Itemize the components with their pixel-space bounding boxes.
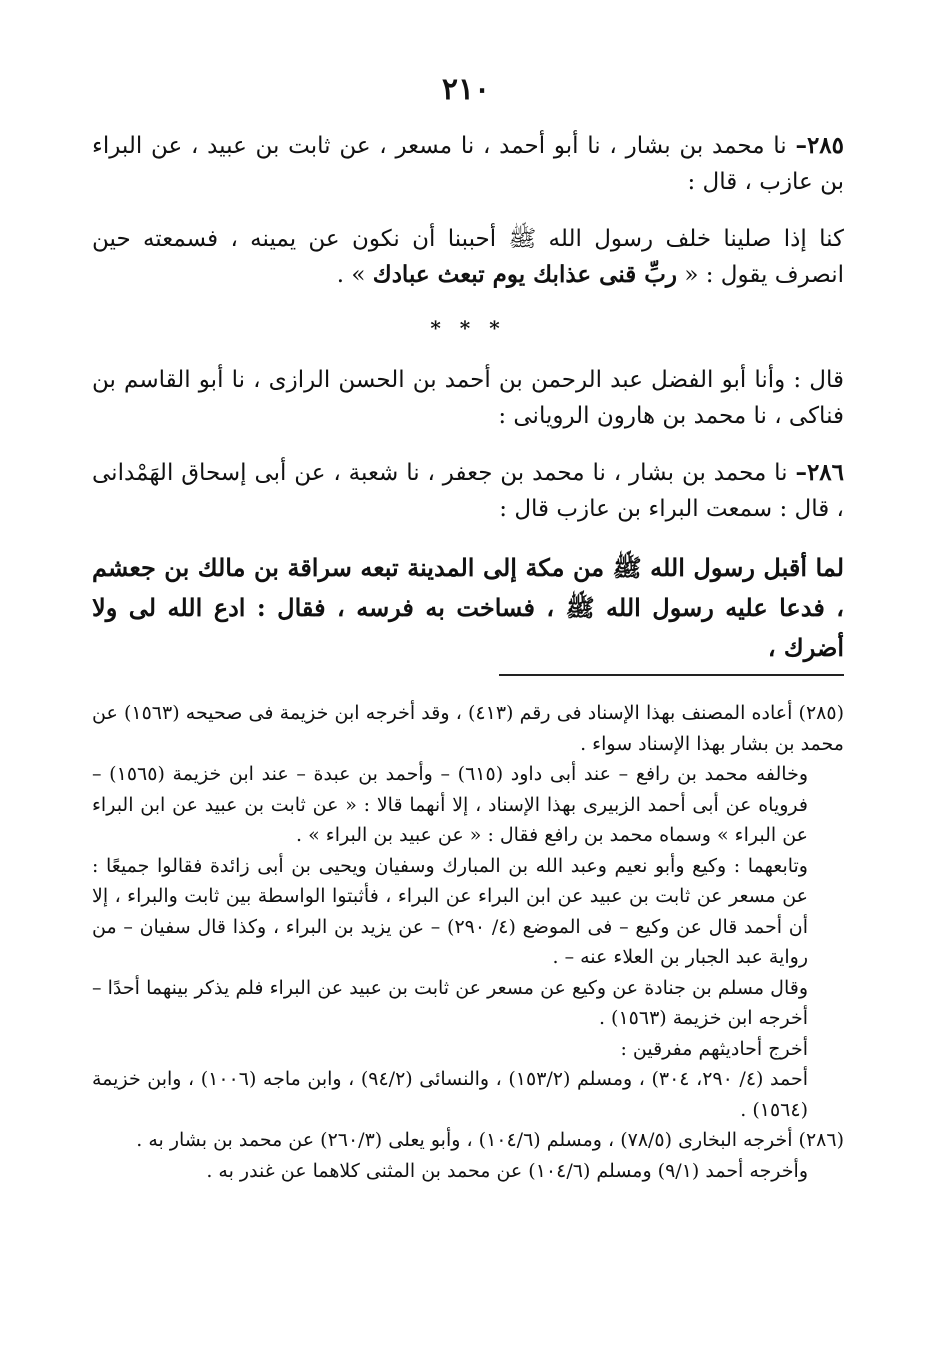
footnote-paragraph: أحمد (٤/ ٢٩٠، ٣٠٤) ، ومسلم (١٥٣/٢) ، والنسائى (٩٤/٢) ، وابن ماجه (١٠٠٦) ، وابن خزيمة (١٥٦٤) . [92, 1068, 808, 1121]
footnote-paragraph: وتابعهما : وكيع وأبو نعيم وعبد الله بن المبارك وسفيان ويحيى بن أبى زائدة فقالوا جميعًا : عن مسعر عن ثابت بن عبيد عن ابن البراء عن البراء ، فأثبتوا الواسطة بين ثابت والبراء ، إلا أن أحمد قال عن وكيع – فى الموضع (٤/ ٢٩٠) – عن يزيد بن البراء ، وكذا قال سفيان – من رواية عبد الجبار بن العلاء عنه – . [92, 854, 808, 968]
footnote-paragraph: وقال مسلم بن جنادة عن وكيع عن مسعر عن ثابت بن عبيد عن البراء فلم يذكر بينهما أحدًا – أخرجه ابن خزيمة (١٥٦٣) . [92, 976, 808, 1029]
dua-text: ربِّ قنى عذابك يوم تبعث عبادك [372, 261, 678, 288]
main-text [92, 128, 844, 689]
hadith-285-text [92, 221, 844, 293]
hadith-number: ٢٨٥– [795, 132, 844, 159]
footnotes [92, 698, 844, 1186]
hadith-text: كنا إذا صلينا خلف رسول الله ﷺ أحببنا أن نكون عن يمينه ، فسمعته حين انصرف يقول : « [92, 226, 844, 288]
footnote-285: (٢٨٥) أعاده المصنف بهذا الإسناد فى رقم (٤١٣) ، وقد أخرجه ابن خزيمة فى صحيحه (١٥٦٣) عن محمد بن بشار بهذا الإسناد سواء . [92, 702, 844, 755]
footnote-paragraph: أخرج أحاديثهم مفرقين : [620, 1037, 808, 1060]
footnote-paragraph: وخالفه محمد بن رافع – عند أبى داود (٦١٥) – وأحمد بن عبدة – عند ابن خزيمة (١٥٦٥) – فروياه عن أبى أحمد الزبيرى بهذا الإسناد ، إلا أنهما قالا : « عن ثابت بن عبيد عن ابن البراء عن البراء » وسماه محمد بن رافع فقال : « عن عبيد بن البراء » . [92, 763, 808, 846]
hadith-286-text: لما أقبل رسول الله ﷺ من مكة إلى المدينة تبعه سراقة بن مالك بن جعشم ، فدعا عليه رسول الله ﷺ ، فساخت به فرسه ، فقال : ادع الله لى ولا أضرك ، [92, 553, 844, 662]
footnote-paragraph: وأخرجه أحمد (٩/١) ومسلم (١٠٤/٦) عن محمد بن المثنى كلاهما عن غندر به . [206, 1159, 808, 1182]
footnote-286: (٢٨٦) أخرجه البخارى (٧٨/٥) ، ومسلم (١٠٤/٦) ، وأبو يعلى (٢٦٠/٣) عن محمد بن بشار به . [136, 1129, 844, 1151]
hadith-285-isnad [92, 128, 844, 200]
isnad-text: نا محمد بن بشار ، نا أبو أحمد ، نا مسعر ، عن ثابت بن عبيد ، عن البراء بن عازب ، قال : [92, 133, 844, 195]
hadith-number: ٢٨٦– [795, 459, 844, 486]
section-separator: * * * [430, 316, 506, 340]
page-number: ٢١٠ [441, 72, 491, 107]
hadith-286-isnad [92, 455, 844, 527]
footnote-divider [499, 674, 844, 676]
transmission-chain: قال : وأنا أبو الفضل عبد الرحمن بن أحمد بن الحسن الرازى ، نا أبو القاسم بن فناكى ، نا محمد بن هارون الرويانى : [92, 367, 844, 429]
hadith-text-end: » . [336, 262, 373, 288]
isnad-text: نا محمد بن بشار ، نا محمد بن جعفر ، نا شعبة ، عن أبى إسحاق الهَمْدانى ، قال : سمعت البراء بن عازب قال : [92, 460, 844, 522]
